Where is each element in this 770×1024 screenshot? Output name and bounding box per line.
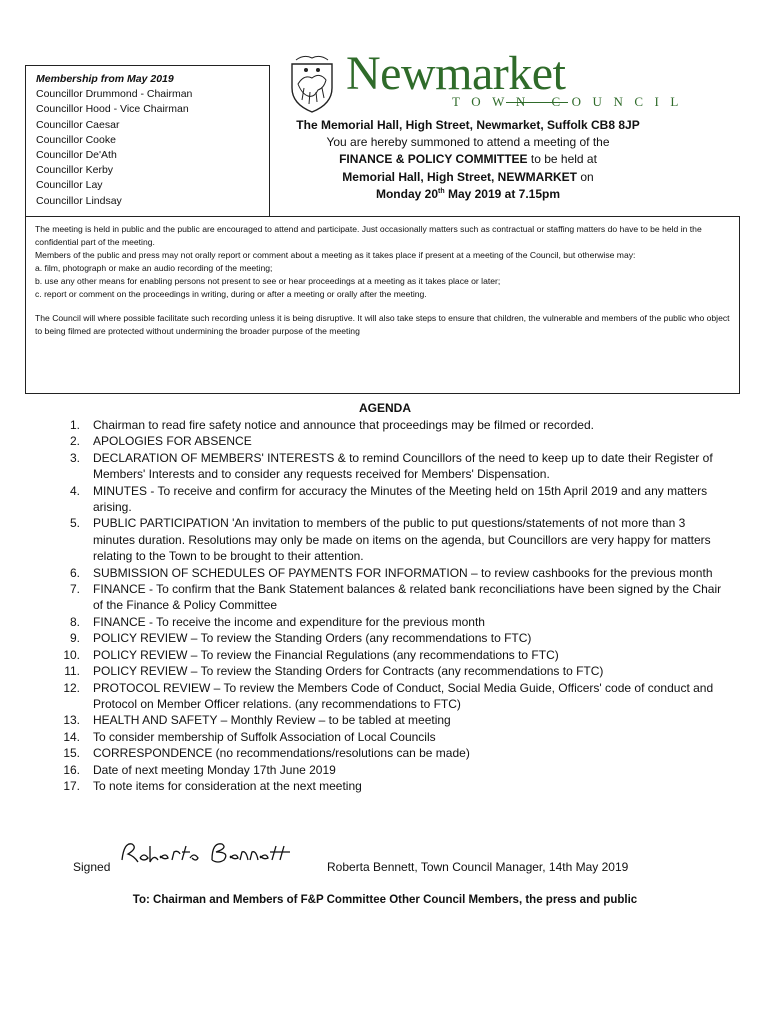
agenda-item — [56, 663, 722, 679]
agenda-item-number: 9. — [69, 631, 80, 646]
agenda-item-text: POLICY REVIEW – To review the Financial Regulations (any recommendations to FTC) — [93, 647, 559, 662]
agenda-item-number: 1. — [69, 418, 80, 432]
agenda-item-text: FINANCE - To receive the income and expenditure for the previous month — [93, 614, 485, 629]
member-item: Councillor De'Ath — [36, 149, 117, 162]
agenda-item-number: 13. — [63, 713, 80, 728]
agenda-item — [56, 450, 722, 483]
agenda-item — [56, 565, 722, 581]
notice-item: a. film, photograph or make an audio recording of the meeting; — [35, 262, 273, 273]
address-line: The Memorial Hall, High Street, Newmarket, Suffolk CB8 8JP — [296, 118, 640, 132]
meeting-summons — [272, 117, 664, 203]
signer-details: Roberta Bennett, Town Council Manager, 14th May 2019 — [327, 860, 629, 874]
notice-item: c. report or comment on the proceedings in writing, during or after a meeting or orally after the meeting. — [35, 288, 427, 299]
signed-label: Signed — [73, 860, 111, 874]
member-item: Councillor Cooke — [36, 133, 116, 146]
logo-wordmark: Newmarket — [346, 47, 566, 100]
member-item: Councillor Drummond - Chairman — [36, 88, 193, 101]
agenda-list — [56, 417, 722, 794]
agenda-item — [56, 581, 722, 614]
town-council-logo — [284, 47, 694, 114]
agenda-item-text: Chairman to read fire safety notice and announce that proceedings may be filmed or recorded. — [93, 418, 594, 432]
agenda-item-text: PROTOCOL REVIEW – To review the Members Code of Conduct, Social Media Guide, Officers' code of conduct and Protocol on Member Officer relations. (any recommendations to FTC) — [93, 680, 714, 711]
agenda-item-text: CORRESPONDENCE (no recommendations/resolutions can be made) — [93, 746, 470, 761]
agenda-item — [56, 483, 722, 516]
agenda-item — [56, 680, 722, 713]
agenda-item-number: 4. — [69, 483, 80, 498]
public-notice-box — [25, 216, 740, 394]
agenda-item-number: 5. — [69, 516, 80, 531]
agenda-item — [56, 515, 722, 564]
agenda-item-number: 16. — [63, 762, 80, 777]
agenda-item-number: 6. — [69, 565, 80, 580]
member-item: Councillor Lindsay — [36, 194, 122, 207]
date-rest: May 2019 at 7.15pm — [444, 186, 561, 201]
logo-subtitle: TOWN COUNCIL — [452, 94, 690, 109]
agenda-item-text: FINANCE - To confirm that the Bank Statement balances & related bank reconciliations have been signed by the Chair of the Finance & Policy Committee — [93, 582, 722, 613]
distribution-footer: To: Chairman and Members of F&P Committee Other Council Members, the press and public — [132, 894, 638, 906]
venue-suffix: on — [577, 169, 594, 184]
notice-paragraph: Members of the public and press may not orally report or comment about a meeting as it takes place if present at a meeting of the Council, but otherwise may: — [35, 249, 636, 260]
venue-line — [272, 169, 664, 186]
agenda-item — [56, 712, 722, 728]
agenda-item — [56, 647, 722, 663]
agenda-item-number: 8. — [69, 614, 80, 629]
agenda-item — [56, 417, 722, 433]
agenda-item-text: Date of next meeting Monday 17th June 2019 — [93, 762, 336, 777]
member-item: Councillor Lay — [36, 179, 103, 192]
membership-heading: Membership from May 2019 — [36, 73, 174, 85]
membership-box — [25, 65, 270, 217]
date-day: Monday 20 — [375, 186, 438, 201]
notice-spacer — [35, 300, 730, 312]
agenda-item-number: 2. — [69, 434, 80, 449]
agenda-item-text: DECLARATION OF MEMBERS' INTERESTS & to remind Councillors of the need to keep up to date their Register of Members' Interests and to consider any requests received for Members' Dispensation. — [93, 450, 713, 482]
member-item: Councillor Caesar — [36, 118, 120, 131]
crest-icon — [284, 54, 340, 114]
agenda-item — [56, 762, 722, 778]
agenda-item-number: 11. — [64, 664, 80, 679]
agenda-item-text: To note items for consideration at the next meeting — [93, 778, 362, 793]
agenda-item — [56, 630, 722, 646]
handwritten-signature — [116, 836, 296, 870]
meeting-date — [272, 186, 664, 203]
agenda-item-number: 15. — [63, 746, 80, 761]
member-item: Councillor Hood - Vice Chairman — [36, 103, 189, 116]
agenda-item-text: POLICY REVIEW – To review the Standing Orders for Contracts (any recommendations to FTC) — [93, 664, 604, 679]
notice-paragraph: The Council will where possible facilitate such recording unless it is being disruptive. It will also take steps to ensure that children, the vulnerable and members of the public who object to being filmed are protected without undermining the broader purpose of the meeting — [35, 313, 730, 337]
agenda-item-number: 12. — [63, 680, 80, 695]
member-item: Councillor Kerby — [36, 164, 114, 177]
agenda-item — [56, 614, 722, 630]
notice-paragraph: The meeting is held in public and the public are encouraged to attend and participate. Just occasionally matters such as contractual or staffing matters do have to be held in the confidential part of the meeting. — [35, 224, 702, 247]
agenda-item-text: MINUTES - To receive and confirm for accuracy the Minutes of the Meeting held on 15th April 2019 and any matters arising. — [93, 483, 708, 515]
agenda-item — [56, 433, 722, 449]
agenda-item — [56, 729, 722, 745]
agenda-item-number: 17. — [63, 778, 80, 793]
agenda-item-number: 14. — [63, 729, 80, 744]
committee-line — [272, 151, 664, 168]
agenda-item — [56, 745, 722, 761]
agenda-item-number: 10. — [63, 647, 80, 662]
notice-item: b. use any other means for enabling persons not present to see or hear proceedings at a meeting as it takes place or later; — [35, 275, 501, 286]
agenda-item-text: POLICY REVIEW – To review the Standing Orders (any recommendations to FTC) — [93, 631, 532, 646]
date-sup: th — [438, 187, 445, 195]
agenda-item — [56, 778, 722, 794]
agenda-item-text: SUBMISSION OF SCHEDULES OF PAYMENTS FOR INFORMATION – to review cashbooks for the previous month — [93, 565, 713, 580]
agenda-item-number: 3. — [69, 450, 80, 465]
agenda-item-text: HEALTH AND SAFETY – Monthly Review – to be tabled at meeting — [93, 713, 451, 728]
committee-suffix: to be held at — [527, 152, 597, 167]
venue-name: Memorial Hall, High Street, NEWMARKET — [342, 169, 577, 184]
agenda-item-text: To consider membership of Suffolk Association of Local Councils — [93, 729, 436, 744]
agenda-item-text: PUBLIC PARTICIPATION 'An invitation to members of the public to put questions/statements of not more than 3 minutes duration. Resolutions may only be made on items on the agenda, but Councillors are very happy for matters relating to the Town to be brought to their attention. — [93, 516, 711, 564]
agenda-title: AGENDA — [358, 401, 411, 415]
agenda-item-text: APOLOGIES FOR ABSENCE — [93, 434, 252, 449]
agenda-item-number: 7. — [69, 582, 80, 597]
committee-name: FINANCE & POLICY COMMITTEE — [339, 152, 528, 167]
summons-line: You are hereby summoned to attend a meeting of the — [326, 135, 610, 150]
